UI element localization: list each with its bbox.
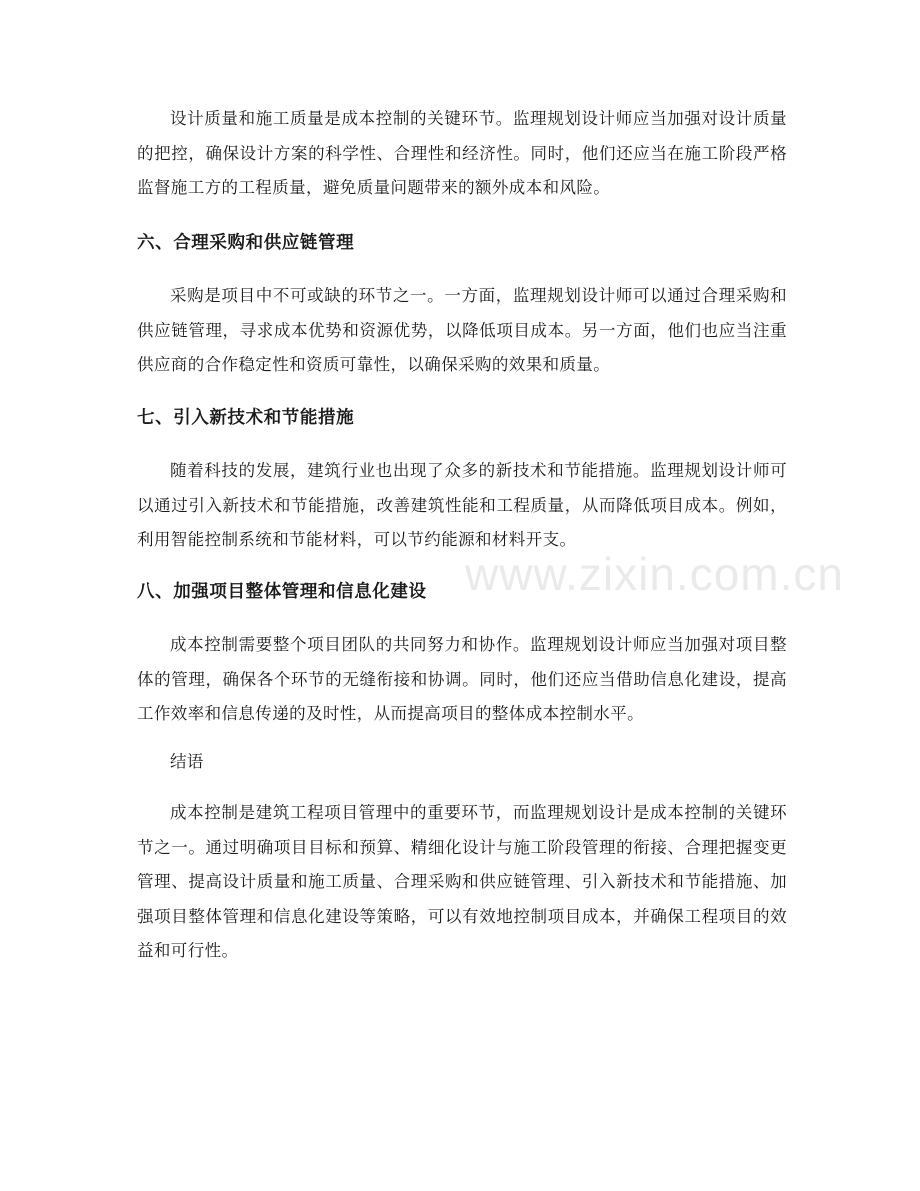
section-7-paragraph: 随着科技的发展，建筑行业也出现了众多的新技术和节能措施。监理规划设计师可以通过引入新技术和节能措施，改善建筑性能和工程质量，从而降低项目成本。例如，利用智能控制系统和节能材料，可以节约能源和材料开支。 [137,461,787,549]
section-8-heading: 八、加强项目整体管理和信息化建设 [137,582,427,602]
section-6-body [137,279,787,383]
section-6-paragraph: 采购是项目中不可或缺的环节之一。一方面，监理规划设计师可以通过合理采购和供应链管理，寻求成本优势和资源优势，以降低项目成本。另一方面，他们也应当注重供应商的合作稳定性和资质可靠性，以确保采购的效果和质量。 [137,286,787,374]
conclusion-body [137,796,787,969]
watermark-text: www.zixin.com.cn [465,548,844,600]
conclusion-paragraph: 成本控制是建筑工程项目管理中的重要环节，而监理规划设计是成本控制的关键环节之一。通过明确项目目标和预算、精细化设计与施工阶段管理的衔接、合理把握变更管理、提高设计质量和施工质量、合理采购和供应链管理、引入新技术和节能措施、加强项目整体管理和信息化建设等策略，可以有效地控制项目成本，并确保工程项目的效益和可行性。 [137,803,787,960]
conclusion-label: 结语 [170,752,204,771]
intro-block [137,102,787,206]
section-8-body [137,628,787,732]
intro-paragraph: 设计质量和施工质量是成本控制的关键环节。监理规划设计师应当加强对设计质量的把控，确保设计方案的科学性、合理性和经济性。同时，他们还应当在施工阶段严格监督施工方的工程质量，避免质量问题带来的额外成本和风险。 [137,109,787,197]
section-6-heading: 六、合理采购和供应链管理 [137,233,355,253]
section-8-paragraph: 成本控制需要整个项目团队的共同努力和协作。监理规划设计师应当加强对项目整体的管理，确保各个环节的无缝衔接和协调。同时，他们还应当借助信息化建设，提高工作效率和信息传递的及时性，从而提高项目的整体成本控制水平。 [137,635,787,723]
section-7-heading: 七、引入新技术和节能措施 [137,408,355,428]
section-7-body [137,454,787,558]
conclusion-label-block [137,747,787,777]
section-6 [137,228,787,258]
section-7 [137,403,787,433]
section-8 [137,577,787,607]
